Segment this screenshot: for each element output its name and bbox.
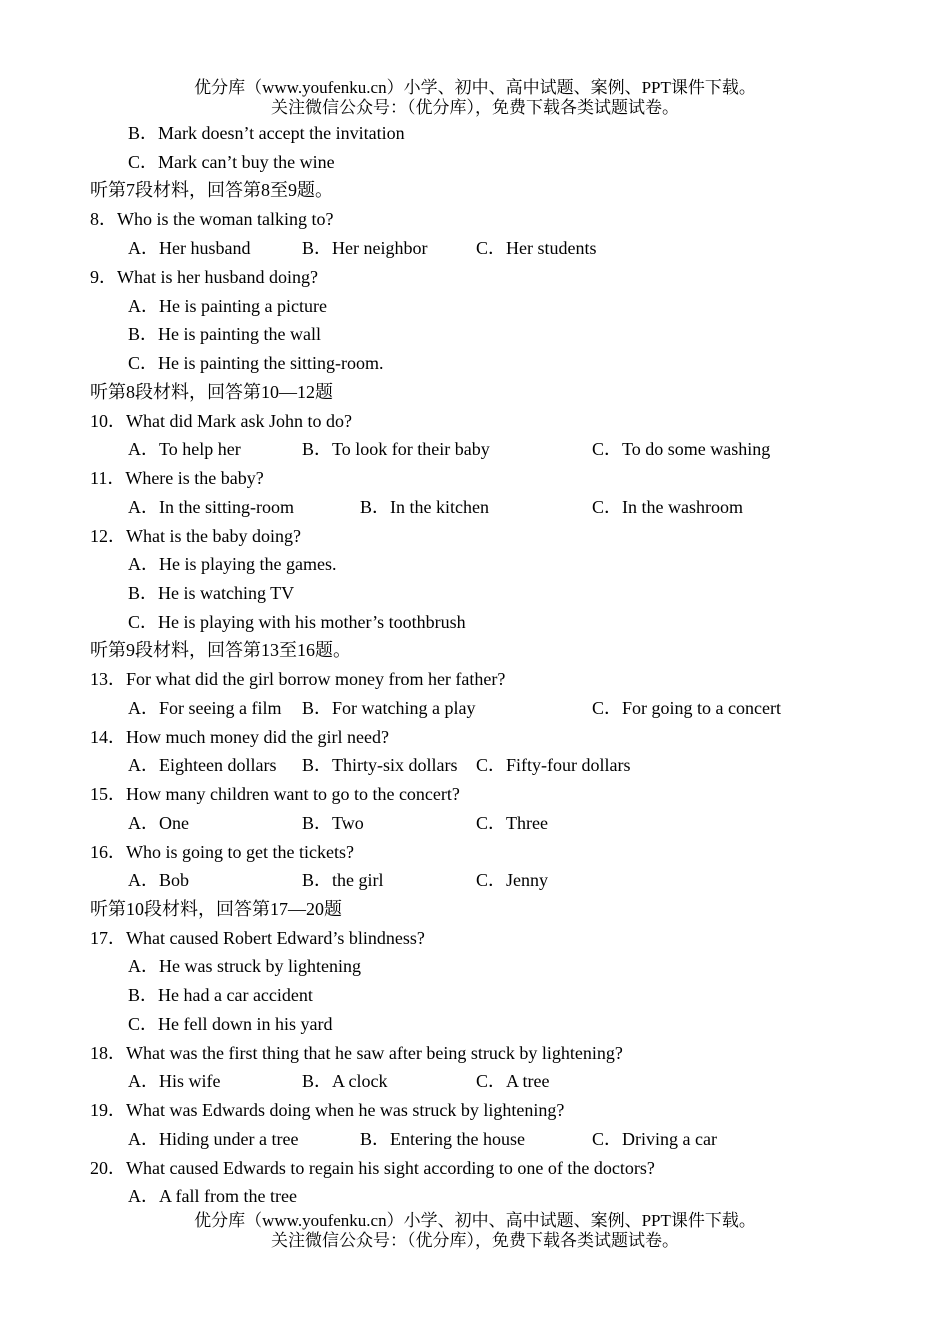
q10-option-b: B．To look for their baby (302, 439, 490, 459)
q9-question: 9．What is her husband doing? (90, 267, 318, 287)
q10-option-c: C．To do some washing (592, 439, 771, 459)
q16-option-a: A．Bob (128, 870, 190, 890)
footer-line-1: 优分库（www.youfenku.cn）小学、初中、高中试题、案例、PPT课件下载。 (194, 1211, 756, 1230)
q17-option-c: C．He fell down in his yard (128, 1014, 333, 1034)
q18-option-b: B．A clock (302, 1071, 388, 1091)
q7-option-b: B．Mark doesn’t accept the invitation (128, 123, 405, 143)
q17-option-b: B．He had a car accident (128, 985, 313, 1005)
q18-option-a: A．His wife (128, 1071, 221, 1091)
section-10-heading: 听第10段材料，回答第17—20题 (90, 899, 342, 919)
q8-option-a: A．Her husband (128, 238, 251, 258)
q16-option-b: B．the girl (302, 870, 384, 890)
q11-option-c: C．In the washroom (592, 497, 743, 517)
footer-line-2: 关注微信公众号：（优分库），免费下载各类试题试卷。 (271, 1231, 679, 1250)
q15-option-b: B．Two (302, 813, 364, 833)
q11-option-b: B．In the kitchen (360, 497, 489, 517)
header-line-1: 优分库（www.youfenku.cn）小学、初中、高中试题、案例、PPT课件下载。 (194, 78, 756, 97)
q12-option-c: C．He is playing with his mother’s toothbrush (128, 612, 466, 632)
q13-option-a: A．For seeing a film (128, 698, 282, 718)
q17-option-a: A．He was struck by lightening (128, 956, 361, 976)
q12-question: 12．What is the baby doing? (90, 526, 301, 546)
q15-question: 15．How many children want to go to the concert? (90, 784, 460, 804)
q10-question: 10．What did Mark ask John to do? (90, 411, 352, 431)
q14-option-a: A．Eighteen dollars (128, 755, 277, 775)
q19-option-b: B．Entering the house (360, 1129, 525, 1149)
q12-option-a: A．He is playing the games. (128, 554, 337, 574)
q13-option-c: C．For going to a concert (592, 698, 781, 718)
header-line-2: 关注微信公众号：（优分库），免费下载各类试题试卷。 (271, 98, 679, 117)
q9-option-a: A．He is painting a picture (128, 296, 327, 316)
section-9-heading: 听第9段材料，回答第13至16题。 (90, 640, 351, 660)
q11-option-a: A．In the sitting-room (128, 497, 294, 517)
q13-option-b: B．For watching a play (302, 698, 476, 718)
q14-question: 14．How much money did the girl need? (90, 727, 389, 747)
q15-option-a: A．One (128, 813, 189, 833)
q19-question: 19．What was Edwards doing when he was struck by lightening? (90, 1100, 565, 1120)
q18-question: 18．What was the first thing that he saw after being struck by lightening? (90, 1043, 623, 1063)
q14-option-b: B．Thirty-six dollars (302, 755, 458, 775)
q16-question: 16．Who is going to get the tickets? (90, 842, 354, 862)
q17-question: 17．What caused Robert Edward’s blindness? (90, 928, 425, 948)
q12-option-b: B．He is watching TV (128, 583, 295, 603)
q19-option-a: A．Hiding under a tree (128, 1129, 299, 1149)
section-7-heading: 听第7段材料，回答第8至9题。 (90, 180, 333, 200)
q15-option-c: C．Three (476, 813, 548, 833)
q16-option-c: C．Jenny (476, 870, 548, 890)
q20-option-a: A．A fall from the tree (128, 1186, 297, 1206)
q14-option-c: C．Fifty-four dollars (476, 755, 631, 775)
q7-option-c: C．Mark can’t buy the wine (128, 152, 335, 172)
q9-option-c: C．He is painting the sitting-room. (128, 353, 384, 373)
q13-question: 13．For what did the girl borrow money from her father? (90, 669, 506, 689)
section-8-heading: 听第8段材料，回答第10—12题 (90, 382, 333, 402)
q18-option-c: C．A tree (476, 1071, 550, 1091)
q9-option-b: B．He is painting the wall (128, 324, 321, 344)
q8-option-c: C．Her students (476, 238, 597, 258)
q20-question: 20．What caused Edwards to regain his sight according to one of the doctors? (90, 1158, 655, 1178)
q10-option-a: A．To help her (128, 439, 241, 459)
q11-question: 11．Where is the baby? (90, 468, 264, 488)
q8-question: 8．Who is the woman talking to? (90, 209, 334, 229)
q19-option-c: C．Driving a car (592, 1129, 717, 1149)
q8-option-b: B．Her neighbor (302, 238, 428, 258)
